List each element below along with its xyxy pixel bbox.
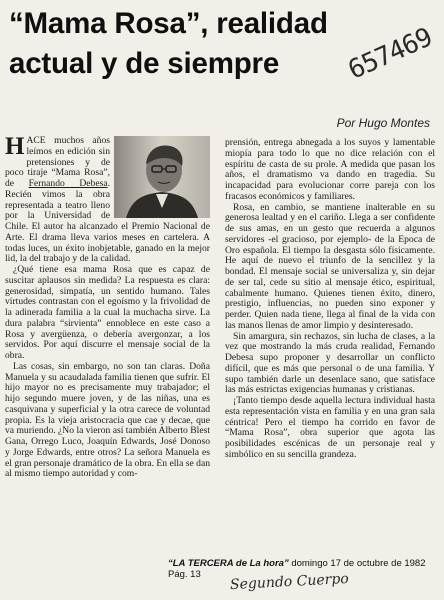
byline: Por Hugo Montes xyxy=(336,116,430,130)
handwritten-archive-number: 657469 xyxy=(343,22,437,86)
paragraph: Rosa, en cambio, se mantiene inalterable en su generosa lealtad y en el cariño. Llega a ser confidente de sus amas, en un gesto que recuerda a algunos servidores -el gracioso, por ejemplo- de la Epoca de Oro española. El tiempo la desgasta sólo físicamente. He aquí de nuevo el triunfo de la sencillez y la bondad. El mensaje social se universaliza y, sin dejar de ser tal, cede su sitio al mensaje ético, espiritual, cabalmente humano. Quienes tienen éxito, dinero, prestigio, influencias, no pueden sino exponer y perder. Quien nada tiene, llega al final de la vida con las manos llenas de amor limpio y desinteresado. xyxy=(225,201,435,331)
article-column-left xyxy=(5,133,210,480)
paragraph: Las cosas, sin embargo, no son tan claras. Doña Manuela y su acaudalada familia tienen que sufrir. El hijo mayor no es precisamente muy trabajador; el hijo segundo muere joven, y de las niñas, una es casquivana y superficial y la otra carece de voluntad propia. Es la vieja aristocracia que cae y decae, que va muriendo. ¿No la vieron así también Alberto Blest Gana, Orrego Luco, Joaquín Edwards, José Donoso y Jorge Edwards, entre otros? La señora Manuela es el gran personaje dramático de la obra. En ella se dan al mismo tiempo autoridad y com- xyxy=(5,360,210,480)
author-name: Fernando Debesa xyxy=(28,178,108,189)
author-photo xyxy=(114,136,210,218)
paragraph-text: ACE muchos años leímos en edición sin pretensiones y de poco tiraje “Mama Rosa”, de xyxy=(5,135,110,189)
publication-date: domingo 17 de octubre de 1982 Pág. 13 xyxy=(168,558,426,580)
drop-cap: H xyxy=(5,133,25,160)
paragraph: Sin amargura, sin rechazos, sin lucha de clases, a la vez que mostrando la más cruda realidad, Fernando Debesa supo proponer y desarrollar un conflicto difícil, que es más que personal o de una familia. Y supo también darle un desenlace sano, que satisface las más estrictas exigencias humanas y cristianas. xyxy=(225,330,435,396)
paragraph: ¿Qué tiene esa mama Rosa que es capaz de suscitar aplausos sin medida? La respuesta es clara: generosidad, simpatía, un sentido humano. Tales virtudes contrastan con el egoísmo y la frivolidad de la adinerada familia a la cual la muchacha sirve. La dura palabra “sirvienta” ennoblece en este caso a Rosa y avergüenza, o debería avergonzar, a los servidos. Por aquí discurre el mensaje social de la obra. xyxy=(5,264,210,361)
article-column-right xyxy=(225,138,435,461)
paragraph: prensión, entrega abnegada a los suyos y lamentable miopía para todo lo que no dice relación con el espíritu de casta de su prole. A medida que pasan los años, el dramatismo va dando en tragedia. Su incapacidad para evolucionar corre pareja con los fracasos económicos y familiares. xyxy=(225,137,435,202)
newspaper-name: “LA TERCERA de La hora” xyxy=(168,558,289,569)
handwritten-section-note: Segundo Cuerpo xyxy=(229,570,350,594)
portrait-image xyxy=(114,136,210,218)
article-headline: “Mama Rosa”, realidad actual y de siempre xyxy=(9,7,328,80)
paragraph xyxy=(5,133,210,265)
paragraph-text: . Recién vimos la obra representada a teatro lleno por la Universidad de Chile. El autor ha alcanzado el Premio Nacional de Arte. El drama lleva varios meses en cartelera. A todas luces, un éxito inobjetable, ganado en la mejor lid, la del trabajo y de la calidad. xyxy=(5,178,210,265)
paragraph: ¡Tanto tiempo desde aquella lectura individual hasta esta representación vista en familia y en una gran sala céntrica! Pero el tiempo ha corrido en favor de “Mama Rosa”, obra superior que agota las posibilidades escénicas de un personaje real y simbólico en su sencilla grandeza. xyxy=(225,395,435,460)
